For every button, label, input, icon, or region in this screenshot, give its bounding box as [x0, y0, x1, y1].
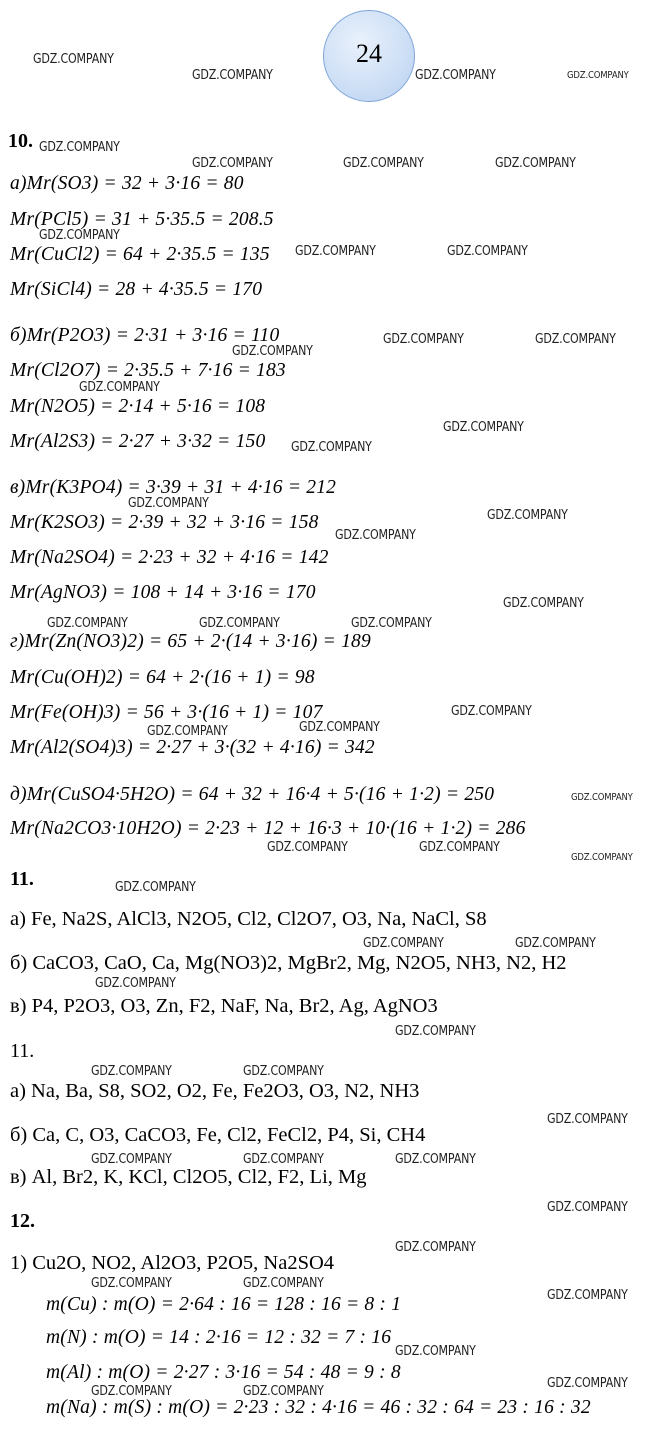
watermark: GDZ.COMPANY [419, 840, 500, 855]
watermark: GDZ.COMPANY [383, 332, 464, 347]
watermark: GDZ.COMPANY [192, 156, 273, 171]
watermark: GDZ.COMPANY [47, 616, 128, 631]
watermark: GDZ.COMPANY [291, 440, 372, 455]
mass-ratio-line: m(N) : m(O) = 14 : 2·16 = 12 : 32 = 7 : 16 [46, 1327, 392, 1348]
formula-line: Mr(Na2CO3·10H2O) = 2·23 + 12 + 16·3 + 10·(16 + 1·2) = 286 [10, 818, 526, 839]
page-number-badge [323, 10, 415, 102]
watermark: GDZ.COMPANY [267, 840, 348, 855]
formula-line: Mr(Na2SO4) = 2·23 + 32 + 4·16 = 142 [10, 547, 329, 568]
watermark: GDZ.COMPANY [232, 344, 313, 359]
watermark: GDZ.COMPANY [451, 704, 532, 719]
formula-line: Mr(Al2S3) = 2·27 + 3·32 = 150 [10, 431, 266, 452]
watermark: GDZ.COMPANY [547, 1112, 628, 1127]
watermark: GDZ.COMPANY [443, 420, 524, 435]
mass-ratio-line: m(Al) : m(O) = 2·27 : 3·16 = 54 : 48 = 9 : 8 [46, 1362, 401, 1383]
watermark: GDZ.COMPANY [199, 616, 280, 631]
watermark: GDZ.COMPANY [95, 976, 176, 991]
watermark: GDZ.COMPANY [503, 596, 584, 611]
watermark: GDZ.COMPANY [567, 70, 629, 81]
watermark: GDZ.COMPANY [495, 156, 576, 171]
answer-line: в) P4, P2O3, O3, Zn, F2, NaF, Na, Br2, Ag, AgNO3 [10, 995, 438, 1017]
watermark: GDZ.COMPANY [192, 68, 273, 83]
watermark: GDZ.COMPANY [547, 1288, 628, 1303]
watermark: GDZ.COMPANY [343, 156, 424, 171]
formula-line: Mr(SiCl4) = 28 + 4·35.5 = 170 [10, 279, 263, 300]
watermark: GDZ.COMPANY [395, 1024, 476, 1039]
watermark: GDZ.COMPANY [351, 616, 432, 631]
task-10-header: 10. [8, 130, 33, 152]
formula-line: Mr(CuCl2) = 64 + 2·35.5 = 135 [10, 244, 270, 265]
watermark: GDZ.COMPANY [91, 1384, 172, 1399]
formula-line: Mr(N2O5) = 2·14 + 5·16 = 108 [10, 396, 266, 417]
watermark: GDZ.COMPANY [79, 380, 160, 395]
watermark: GDZ.COMPANY [295, 244, 376, 259]
task-11-alt-header: 11. [10, 1040, 35, 1062]
watermark: GDZ.COMPANY [39, 228, 120, 243]
watermark: GDZ.COMPANY [547, 1376, 628, 1391]
watermark: GDZ.COMPANY [395, 1152, 476, 1167]
watermark: GDZ.COMPANY [299, 720, 380, 735]
watermark: GDZ.COMPANY [571, 852, 633, 863]
page-number: 24 [356, 39, 382, 68]
formula-line: д)Mr(CuSO4·5H2O) = 64 + 32 + 16·4 + 5·(16 + 1·2) = 250 [10, 784, 495, 805]
formula-line: а)Mr(SO3) = 32 + 3·16 = 80 [10, 173, 244, 194]
mass-ratio-line: m(Na) : m(S) : m(O) = 2·23 : 32 : 4·16 = 46 : 32 : 64 = 23 : 16 : 32 [46, 1397, 591, 1418]
watermark: GDZ.COMPANY [447, 244, 528, 259]
formula-line: г)Mr(Zn(NO3)2) = 65 + 2·(14 + 3·16) = 189 [10, 631, 371, 652]
formula-line: Mr(Al2(SO4)3) = 2·27 + 3·(32 + 4·16) = 342 [10, 737, 375, 758]
answer-line: а) Na, Ba, S8, SO2, O2, Fe, Fe2O3, O3, N2, NH3 [10, 1080, 420, 1102]
watermark: GDZ.COMPANY [571, 792, 633, 803]
watermark: GDZ.COMPANY [515, 936, 596, 951]
watermark: GDZ.COMPANY [335, 528, 416, 543]
watermark: GDZ.COMPANY [128, 496, 209, 511]
watermark: GDZ.COMPANY [115, 880, 196, 895]
watermark: GDZ.COMPANY [91, 1276, 172, 1291]
task-12-header: 12. [10, 1210, 35, 1232]
watermark: GDZ.COMPANY [547, 1200, 628, 1215]
formula-line: в)Mr(K3PO4) = 3·39 + 31 + 4·16 = 212 [10, 477, 337, 498]
formula-line: Mr(Cl2O7) = 2·35.5 + 7·16 = 183 [10, 360, 286, 381]
watermark: GDZ.COMPANY [395, 1344, 476, 1359]
watermark: GDZ.COMPANY [39, 140, 120, 155]
watermark: GDZ.COMPANY [535, 332, 616, 347]
watermark: GDZ.COMPANY [147, 724, 228, 739]
mass-ratio-line: m(Cu) : m(O) = 2·64 : 16 = 128 : 16 = 8 : 1 [46, 1294, 402, 1315]
watermark: GDZ.COMPANY [91, 1064, 172, 1079]
watermark: GDZ.COMPANY [243, 1064, 324, 1079]
watermark: GDZ.COMPANY [395, 1240, 476, 1255]
task-11-header: 11. [10, 868, 34, 890]
watermark: GDZ.COMPANY [243, 1152, 324, 1167]
formula-line: Mr(Cu(OH)2) = 64 + 2·(16 + 1) = 98 [10, 667, 315, 688]
watermark: GDZ.COMPANY [33, 52, 114, 67]
watermark: GDZ.COMPANY [243, 1384, 324, 1399]
watermark: GDZ.COMPANY [487, 508, 568, 523]
watermark: GDZ.COMPANY [91, 1152, 172, 1167]
formula-line: Mr(AgNO3) = 108 + 14 + 3·16 = 170 [10, 582, 316, 603]
answer-line: а) Fe, Na2S, AlCl3, N2O5, Cl2, Cl2O7, O3, Na, NaCl, S8 [10, 908, 487, 930]
watermark: GDZ.COMPANY [243, 1276, 324, 1291]
formula-line: Mr(Fe(OH)3) = 56 + 3·(16 + 1) = 107 [10, 702, 323, 723]
watermark: GDZ.COMPANY [363, 936, 444, 951]
formula-line: Mr(K2SO3) = 2·39 + 32 + 3·16 = 158 [10, 512, 319, 533]
formula-line: Mr(PCl5) = 31 + 5·35.5 = 208.5 [10, 209, 274, 230]
watermark: GDZ.COMPANY [415, 68, 496, 83]
formula-line: б)Mr(P2O3) = 2·31 + 3·16 = 110 [10, 325, 280, 346]
answer-line: б) Ca, C, O3, CaCO3, Fe, Cl2, FeCl2, P4, Si, CH4 [10, 1124, 426, 1146]
answer-line: б) CaCO3, CaO, Ca, Mg(NO3)2, MgBr2, Mg, N2O5, NH3, N2, H2 [10, 952, 567, 974]
compound-list: 1) Cu2O, NO2, Al2O3, P2O5, Na2SO4 [10, 1252, 335, 1274]
answer-line: в) Al, Br2, K, KCl, Cl2O5, Cl2, F2, Li, Mg [10, 1166, 367, 1188]
